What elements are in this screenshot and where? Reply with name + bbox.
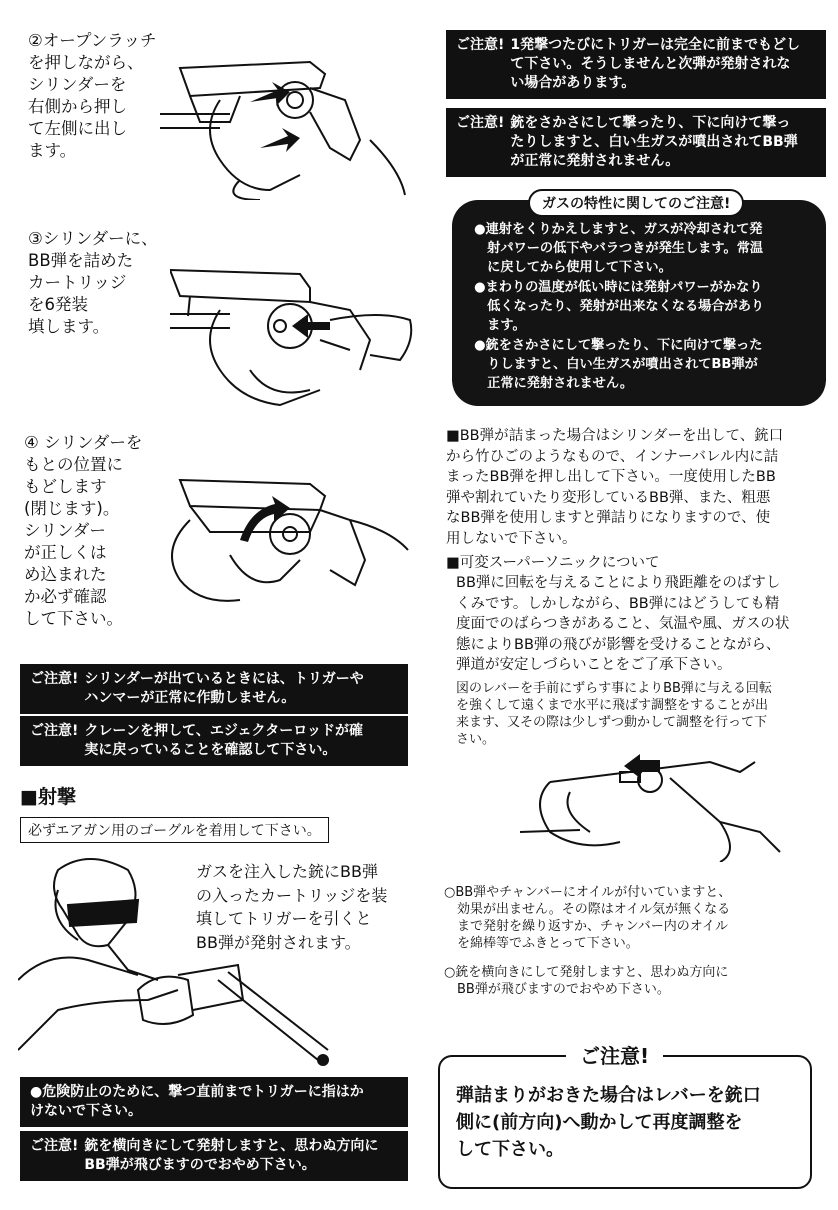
gas-item-low-temperature: ●まわりの温度が低い時には発射パワーがかなり 低くなったり、発射が出来なくなる場合があり ます。 xyxy=(474,280,765,333)
caution-tag: ご注意! xyxy=(30,671,79,687)
caution-tag: ご注意! xyxy=(30,1138,79,1154)
jam-section: ■BB弾が詰まった場合はシリンダーを出して、銃口 から竹ひごのようなもので、インナーバレル内に詰 まったBB弾を押し出して下さい。一度使用したBB 弾や割れていたり変形しているBB弾、また、粗悪 なBB弾を使用しますと弾詰りになりますので、使 用しないで下さい。 xyxy=(446,428,784,547)
sonic-lever-text: 図のレバーを手前にずらす事によりBB弾に与える回転 を強くして遠くまで水平に飛ばす調整をすることが出 来ます、又その際は少しずつ動かして調整を行って下 さい。 xyxy=(456,681,772,747)
caution-cylinder-out xyxy=(20,664,408,714)
step2-illustration xyxy=(160,30,410,200)
step3-text: ③シリンダーに、 BB弾を詰めた カートリッジ を6発装 填します。 xyxy=(28,229,158,336)
caution-tag: ご注意! xyxy=(30,723,79,739)
shooting-warning-sideways xyxy=(20,1131,408,1181)
caution-crane xyxy=(20,716,408,766)
jam-adjust-caution-body: 弾詰まりがおきた場合はレバーを銃口 側に(前方向)へ動かして再度調整を して下さい。 xyxy=(456,1085,761,1160)
shooting-heading: ■射撃 xyxy=(20,786,76,808)
shooting-warning-trigger xyxy=(20,1077,408,1127)
note-sideways: ○銃を横向きにして発射しますと、思わぬ方向に BB弾が飛びますのでおやめ下さい。 xyxy=(444,965,729,997)
caution-message: クレーンを押して、エジェクターロッドが確 実に戻っていることを確認して下さい。 xyxy=(84,723,363,758)
step2-text: ②オープンラッチ を押しながら、 シリンダーを 右側から押し て左側に出し ます。 xyxy=(28,31,157,160)
caution-message: 銃を横向きにして発射しますと、思わぬ方向に BB弾が飛びますのでおやめ下さい。 xyxy=(84,1138,379,1173)
lever-illustration xyxy=(520,752,820,862)
goggle-notice: 必ずエアガン用のゴーグルを着用して下さい。 xyxy=(20,817,329,843)
step4-text: ④ シリンダーを もとの位置に もどします (閉じます)。 シリンダー が正しくは め込まれた か必ず確認 して下さい。 xyxy=(24,433,143,628)
step4-illustration xyxy=(150,460,410,610)
gas-item-upside-down: ●銃をさかさにして撃ったり、下に向けて撃った りしますと、白い生ガスが噴出されてBB弾が 正常に発射されません。 xyxy=(474,338,763,391)
step3-illustration xyxy=(170,240,415,410)
caution-message: シリンダーが出ているときには、トリガーや ハンマーが正常に作動しません。 xyxy=(84,671,364,706)
sonic-text: BB弾に回転を与えることにより飛距離をのばすし くみです。しかしながら、BB弾にはどうしても精 度面でのばらつきがあること、気温や風、ガスの状 態によりBB弾の飛びが影響を受けることながら、 弾道が安定しづらいことをご了承下さい。 xyxy=(456,575,790,673)
caution-message: 銃をさかさにして撃ったり、下に向けて撃っ たりしますと、白い生ガスが噴出されてBB弾 が正常に発射されません。 xyxy=(510,115,798,169)
jam-adjust-caution-title: ご注意! xyxy=(566,1040,663,1069)
caution-upside-down xyxy=(446,108,826,177)
caution-tag: ご注意! xyxy=(456,37,505,53)
gas-characteristics-title: ガスの特性に関してのご注意! xyxy=(528,189,744,217)
caution-message: 1発撃つたびにトリガーは完全に前までもどし て下さい。そうしませんと次弾が発射されな い場合があります。 xyxy=(510,37,800,91)
note-oil: ○BB弾やチャンバーにオイルが付いていますと、 効果が出ません。その際はオイル気が無くなる まで発射を繰り返すか、チャンバー内のオイル を綿棒等でふきとって下さい。 xyxy=(444,885,732,951)
shooting-text: ガスを注入した銃にBB弾 の入ったカートリッジを装 填してトリガーを引くと BB弾が発射されます。 xyxy=(196,862,388,952)
gas-item-rapid-fire: ●連射をくりかえしますと、ガスが冷却されて発 射パワーの低下やバラつきが発生します。常温 に戻してから使用して下さい。 xyxy=(474,222,764,275)
caution-trigger-return xyxy=(446,30,826,99)
sonic-heading: ■可変スーパーソニックについて xyxy=(446,555,660,571)
warning-message: ●危険防止のために、撃つ直前までトリガーに指はか けないで下さい。 xyxy=(30,1084,364,1119)
caution-tag: ご注意! xyxy=(456,115,505,131)
shooter-illustration xyxy=(18,850,338,1068)
